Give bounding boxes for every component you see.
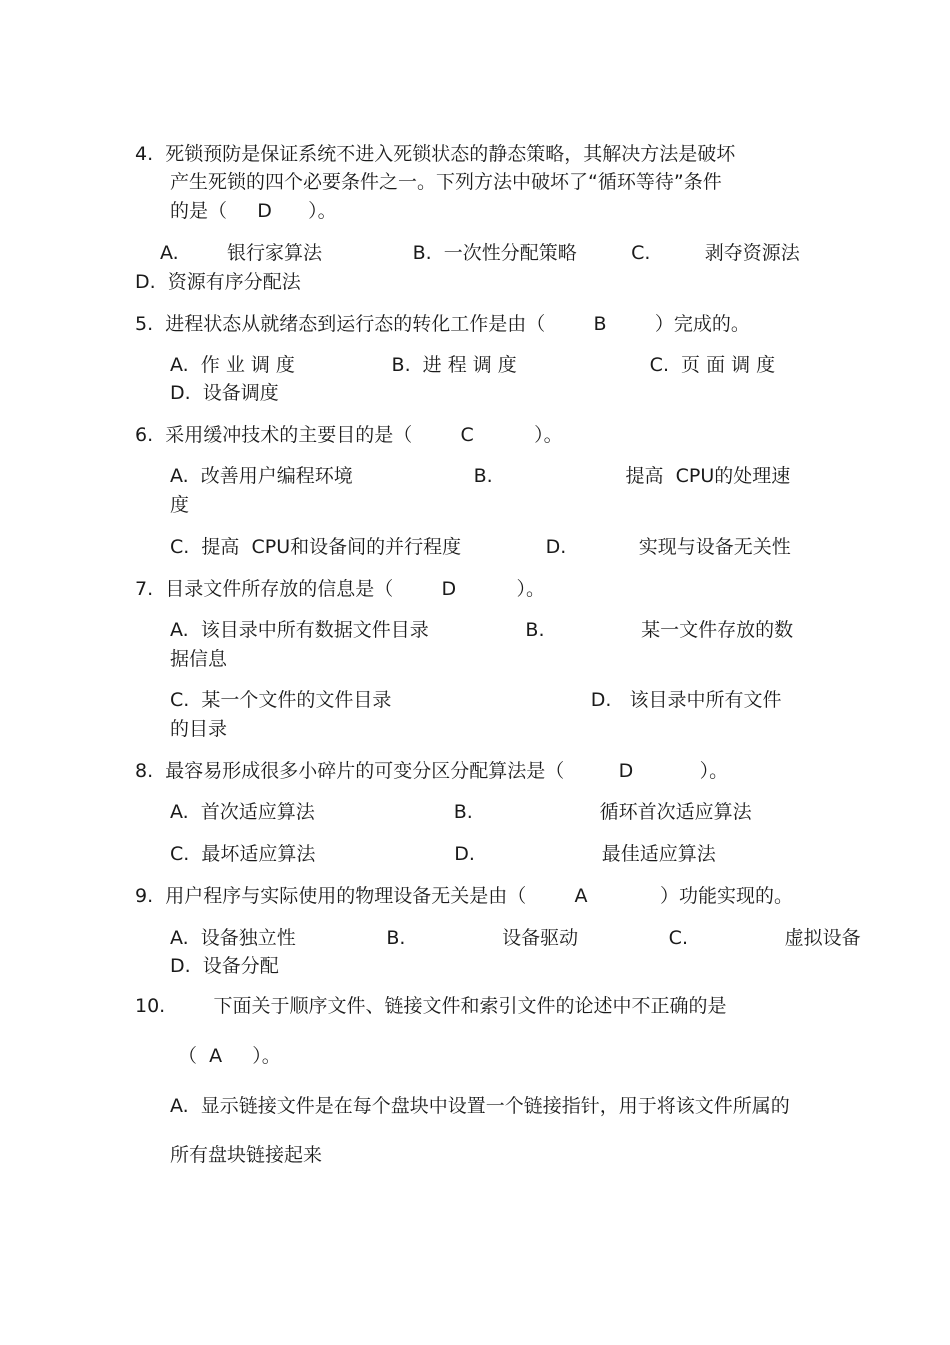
question-stem-line: 4. 死锁预防是保证系统不进入死锁状态的静态策略，其解决方法是破坏 — [135, 143, 736, 165]
option-line: C. 最坏适应算法 D. 最佳适应算法 — [170, 843, 716, 865]
option-line: A. 显示链接文件是在每个盘块中设置一个链接指针，用于将该文件所属的 — [170, 1095, 790, 1117]
option-line: C. 某一个文件的文件目录 D. 该目录中所有文件 — [170, 689, 782, 711]
question-stem-line: 5. 进程状态从就绪态到运行态的转化工作是由（ B ）完成的。 — [135, 313, 750, 335]
question-stem-line: 的是（ D ）。 — [170, 200, 337, 222]
question-stem-line: 8. 最容易形成很多小碎片的可变分区分配算法是（ D ）。 — [135, 760, 729, 782]
option-line: A. 该目录中所有数据文件目录 B. 某一文件存放的数 — [170, 619, 794, 641]
option-line: D. 设备分配 — [170, 955, 279, 977]
question-stem-line: （ A ）。 — [178, 1045, 281, 1067]
option-line: C. 提高 CPU和设备间的并行程度 D. 实现与设备无关性 — [170, 536, 791, 558]
question-stem-line: 产生死锁的四个必要条件之一。下列方法中破坏了“循环等待”条件 — [170, 171, 722, 193]
option-line: 的目录 — [170, 718, 228, 740]
question-stem-line: 7. 目录文件所存放的信息是（ D ）。 — [135, 578, 546, 600]
option-line: 度 — [170, 494, 190, 516]
option-line: 所有盘块链接起来 — [170, 1144, 323, 1166]
option-line: D. 资源有序分配法 — [135, 271, 301, 293]
option-line: A. 设备独立性 B. 设备驱动 C. 虚拟设备 — [170, 927, 861, 949]
option-line: A. 作 业 调 度 B. 进 程 调 度 C. 页 面 调 度 — [170, 354, 776, 376]
question-stem-line: 10. 下面关于顺序文件、链接文件和索引文件的论述中不正确的是 — [135, 995, 727, 1017]
option-line: A. 银行家算法 B. 一次性分配策略 C. 剥夺资源法 — [160, 242, 800, 264]
option-line: 据信息 — [170, 648, 228, 670]
option-line: A. 改善用户编程环境 B. 提高 CPU的处理速 — [170, 465, 791, 487]
question-stem-line: 6. 采用缓冲技术的主要目的是（ C ）。 — [135, 424, 563, 446]
option-line: D. 设备调度 — [170, 382, 279, 404]
option-line: A. 首次适应算法 B. 循环首次适应算法 — [170, 801, 752, 823]
question-stem-line: 9. 用户程序与实际使用的物理设备无关是由（ A ）功能实现的。 — [135, 885, 793, 907]
